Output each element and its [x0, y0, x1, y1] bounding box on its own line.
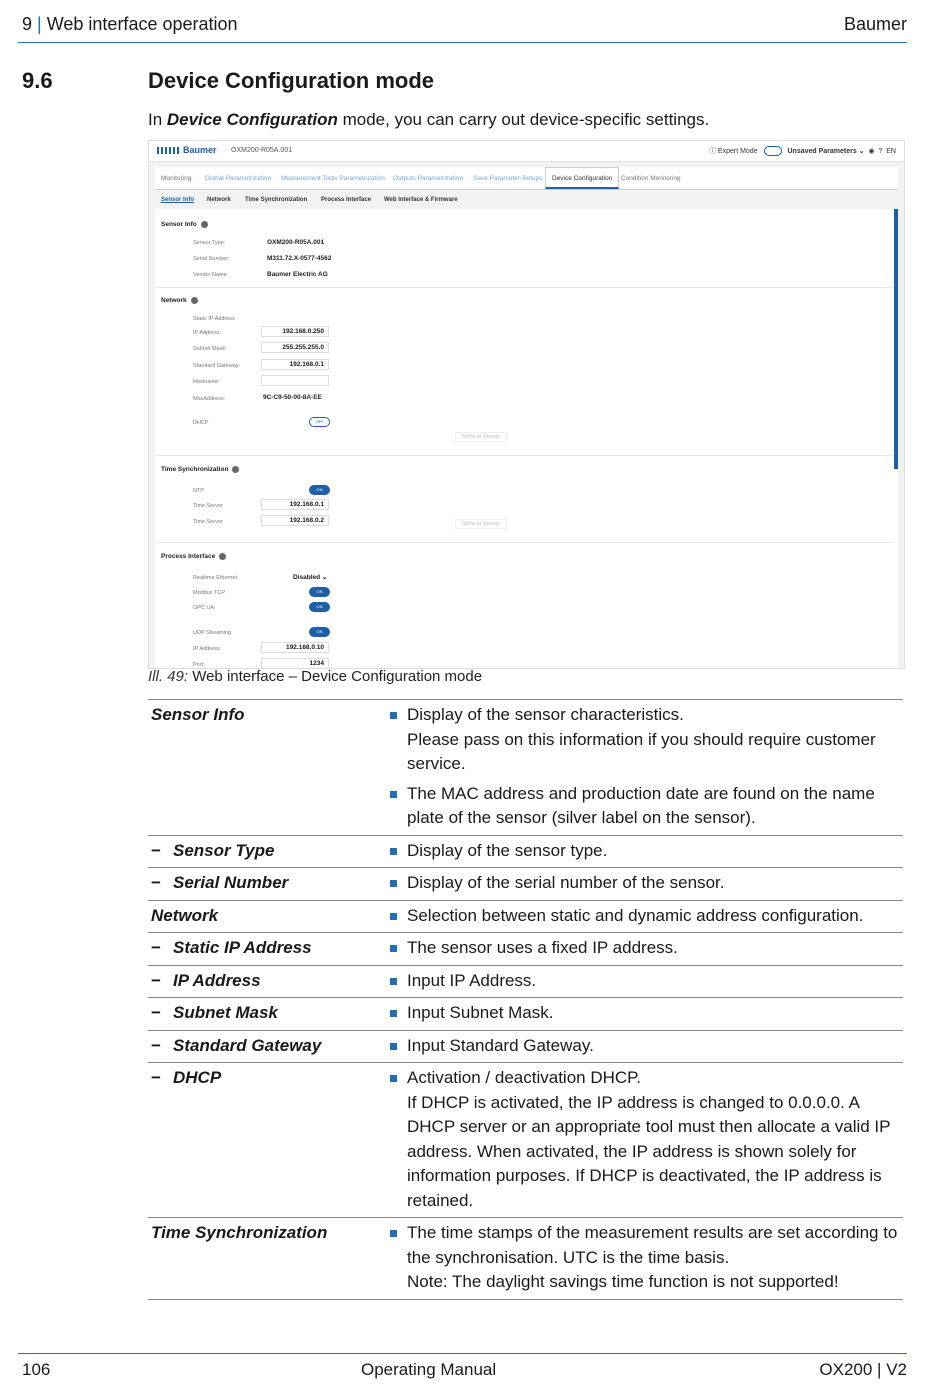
row-term-text: Time Synchronization	[151, 1223, 328, 1242]
section-title: Device Configuration mode	[148, 68, 435, 93]
brand-name: Baumer	[843, 14, 907, 34]
language-selector[interactable]: EN	[886, 148, 896, 155]
intro-pre: In	[148, 110, 167, 129]
bullet-item: Selection between static and dynamic address configuration.	[407, 904, 903, 929]
intro-emphasis: Device Configuration	[166, 110, 338, 129]
info-icon	[232, 466, 239, 473]
opc-ua-toggle[interactable]: ON	[309, 602, 330, 612]
header-separator: |	[37, 14, 42, 34]
device-name: OXM200-R05A.001	[231, 147, 293, 154]
tab-outputs[interactable]: Outputs Parametrization	[393, 175, 464, 182]
table-row	[148, 836, 903, 869]
intro-paragraph	[148, 110, 709, 130]
modbus-toggle[interactable]: ON	[309, 587, 330, 597]
table-row	[148, 1063, 903, 1218]
bullet-item: Input IP Address.	[407, 969, 903, 994]
row-term	[151, 871, 288, 896]
dhcp-label: DHCP	[193, 420, 209, 426]
row-dash: −	[151, 970, 161, 990]
ntp-toggle[interactable]: ON	[309, 485, 330, 495]
group-title: Network	[161, 297, 187, 305]
chevron-down-icon: ⌄	[321, 574, 328, 581]
time-sync-group	[161, 466, 239, 473]
tab-monitoring[interactable]: Monitoring	[161, 175, 192, 182]
row-term-text: Serial Number	[173, 873, 289, 892]
bullet-item: Input Standard Gateway.	[407, 1034, 903, 1059]
dhcp-toggle[interactable]: OFF	[309, 417, 330, 427]
gateway-label: Standard Gateway:	[193, 363, 241, 369]
hostname-label: Hostname:	[193, 379, 220, 385]
row-term-text: DHCP	[173, 1068, 222, 1087]
time-server-2-input[interactable]: 192.168.0.2	[261, 515, 329, 526]
bullet-item: The MAC address and production date are found on the name plate of the sensor (silver label on the sensor).	[407, 782, 903, 831]
subtab-sensor-info[interactable]: Sensor Info	[161, 197, 195, 203]
udp-ip-label: IP Address:	[193, 646, 222, 652]
row-dash: −	[151, 840, 161, 860]
subnet-mask-input[interactable]: 255.255.255.0	[261, 342, 329, 353]
bullet-item: Display of the sensor type.	[407, 839, 903, 864]
row-term-text: Standard Gateway	[173, 1035, 322, 1055]
page-footer	[18, 1353, 907, 1379]
info-icon: ⓘ	[708, 148, 716, 155]
divider	[155, 542, 894, 543]
row-term	[151, 1221, 327, 1246]
caption-text: Web interface – Device Configuration mode	[192, 668, 483, 685]
row-term-text: Sensor Type	[173, 840, 275, 860]
realtime-ethernet-select[interactable]	[293, 573, 327, 581]
table-row	[148, 998, 903, 1031]
info-icon	[201, 221, 208, 228]
mac-value: 9C-C9-50-00-8A-EE	[263, 394, 322, 401]
divider	[155, 455, 894, 456]
realtime-ethernet-label: Realtime Ethernet	[193, 575, 238, 581]
help-icon[interactable]: ?	[878, 148, 883, 155]
static-ip-label: Static IP Address	[193, 316, 235, 322]
vendor-label: Vendor Name:	[193, 272, 229, 278]
bullet-item: Display of the sensor characteristics. Please pass on this information if you should require customer service.	[407, 703, 903, 777]
page-number: 106	[22, 1360, 51, 1379]
row-dash: −	[151, 1003, 161, 1022]
bullet-item: Display of the serial number of the sensor.	[407, 871, 903, 896]
unsaved-label: Unsaved Parameters	[787, 148, 857, 155]
ip-address-input[interactable]: 192.168.0.250	[261, 326, 329, 337]
main-tabs	[155, 167, 898, 190]
mac-label: MacAddress:	[193, 396, 226, 402]
sensor-info-group	[161, 221, 208, 228]
row-dash: −	[151, 873, 161, 892]
hostname-input[interactable]	[261, 375, 329, 386]
row-term	[151, 1034, 321, 1059]
row-description	[388, 1031, 903, 1063]
chapter-heading	[22, 14, 238, 35]
table-row	[148, 901, 903, 934]
udp-streaming-label: UDP Streaming	[193, 630, 232, 636]
row-term-text: IP Address	[173, 970, 261, 990]
row-description	[388, 700, 903, 835]
subtab-network[interactable]: Network	[207, 197, 231, 203]
divider	[155, 287, 894, 288]
subnet-label: Subnet Mask:	[193, 346, 227, 352]
row-term	[151, 1001, 278, 1026]
row-dash: −	[151, 938, 161, 957]
row-term	[151, 839, 274, 864]
caption-label: Ill. 49:	[148, 668, 189, 685]
group-title: Time Synchronization	[161, 466, 229, 474]
opc-ua-label: OPC UA	[193, 605, 215, 611]
bullet-item: The sensor uses a fixed IP address.	[407, 936, 903, 961]
row-term-text: Subnet Mask	[173, 1003, 278, 1022]
expert-mode-toggle[interactable]	[764, 146, 782, 156]
sensor-type-label: Sensor Type:	[193, 240, 226, 246]
serial-value: M311.72.X-0577-4562	[267, 255, 332, 262]
bullet-item: The time stamps of the measurement results are set according to the synchronisation. UTC is the time basis. Note: The daylight savings time function is not supported!	[407, 1221, 903, 1295]
tab-save-parameter-setups[interactable]: Save Parameter-Setups	[473, 175, 543, 182]
store-to-sensor-button[interactable]: Store to Sensor	[455, 432, 507, 442]
topbar-controls	[709, 146, 896, 156]
bullet-item: Activation / deactivation DHCP. If DHCP is activated, the IP address is changed to 0.0.0.0. A DHCP server or an appropriate tool must then allocate a valid IP address. When activated, the IP address is shown solely for information purposes. If DHCP is deactivated, the IP address is retained.	[407, 1066, 903, 1213]
row-description	[388, 933, 903, 965]
group-title: Process Interface	[161, 553, 216, 561]
store-to-sensor-button[interactable]: Store to Sensor	[455, 519, 507, 529]
scrollbar[interactable]	[894, 209, 898, 469]
document-name: Operating Manual	[361, 1360, 497, 1379]
table-row	[148, 1218, 903, 1300]
udp-streaming-toggle[interactable]: ON	[309, 627, 330, 637]
bullet-item: Input Subnet Mask.	[407, 1001, 903, 1026]
tab-measurement-tools[interactable]: Measurement Tools Parametrization	[281, 175, 385, 182]
configuration-panel	[155, 209, 898, 669]
info-icon	[219, 553, 226, 560]
row-description	[388, 1218, 903, 1299]
row-term	[151, 904, 218, 929]
row-description	[388, 868, 903, 900]
table-row	[148, 700, 903, 836]
ip-label: IP Address:	[193, 330, 222, 336]
table-row	[148, 1031, 903, 1064]
subtab-process-interface[interactable]: Process Interface	[321, 197, 372, 203]
row-term	[151, 703, 245, 728]
row-term-text: Static IP Address	[173, 938, 312, 957]
select-value: Disabled	[293, 574, 321, 581]
info-icon	[191, 297, 198, 304]
time-server-1-label: Time Server	[193, 503, 223, 509]
sensor-type-value: OXM200-R05A.001	[267, 239, 325, 246]
row-description	[388, 998, 903, 1030]
sub-tabs	[155, 193, 898, 209]
time-server-1-input[interactable]: 192.168.0.1	[261, 499, 329, 510]
unsaved-parameters-dropdown[interactable]: Unsaved Parameters ⌄	[787, 148, 865, 155]
logo-bars-icon	[157, 147, 179, 154]
process-interface-group	[161, 553, 226, 560]
network-group	[161, 297, 198, 304]
row-term-text: Network	[151, 905, 219, 925]
intro-post: mode, you can carry out device-specific settings.	[337, 110, 710, 129]
group-title: Sensor Info	[161, 221, 197, 229]
web-interface-screenshot	[148, 140, 905, 669]
subtab-web-interface[interactable]: Web Interface & Firmware	[384, 197, 458, 203]
port-label: Port:	[193, 662, 205, 668]
serial-label: Serial Number:	[193, 256, 230, 262]
tab-condition-monitoring[interactable]: Condition Monitoring	[621, 175, 681, 182]
table-row	[148, 966, 903, 999]
user-icon[interactable]: ◉	[868, 148, 875, 155]
tab-device-configuration[interactable]: Device Configuration	[545, 167, 619, 189]
row-term-text: Sensor Info	[151, 705, 245, 724]
modbus-label: Modbus TCP	[193, 590, 225, 596]
row-description	[388, 1063, 903, 1217]
expert-mode-label: Expert Mode	[717, 148, 758, 155]
chapter-number: 9	[22, 14, 33, 34]
row-dash: −	[151, 1035, 161, 1055]
section-number: 9.6	[22, 68, 53, 93]
gateway-input[interactable]: 192.168.0.1	[261, 359, 329, 370]
baumer-logo	[157, 145, 217, 155]
udp-ip-input[interactable]: 192.168.0.10	[261, 642, 329, 653]
port-input[interactable]: 1234	[261, 658, 329, 669]
row-term	[151, 1066, 221, 1091]
tab-global-parametrization[interactable]: Global Parametrization	[205, 175, 272, 182]
table-row	[148, 933, 903, 966]
page-header	[18, 12, 907, 43]
row-dash: −	[151, 1068, 161, 1087]
time-server-2-label: Time Server	[193, 519, 223, 525]
ntp-label: NTP	[193, 488, 204, 494]
subtab-time-sync[interactable]: Time Synchronization	[245, 197, 308, 203]
figure-caption	[148, 668, 482, 685]
row-term	[151, 969, 261, 994]
row-description	[388, 836, 903, 868]
logo-text: Baumer	[183, 145, 217, 155]
row-description	[388, 901, 903, 933]
table-row	[148, 868, 903, 901]
vendor-value: Baumer Electric AG	[267, 271, 328, 278]
product-version: OX200 | V2	[819, 1360, 907, 1379]
chapter-title: Web interface operation	[46, 14, 238, 34]
row-description	[388, 966, 903, 998]
description-table	[148, 699, 903, 1300]
app-topbar	[149, 141, 904, 162]
row-term	[151, 936, 312, 961]
